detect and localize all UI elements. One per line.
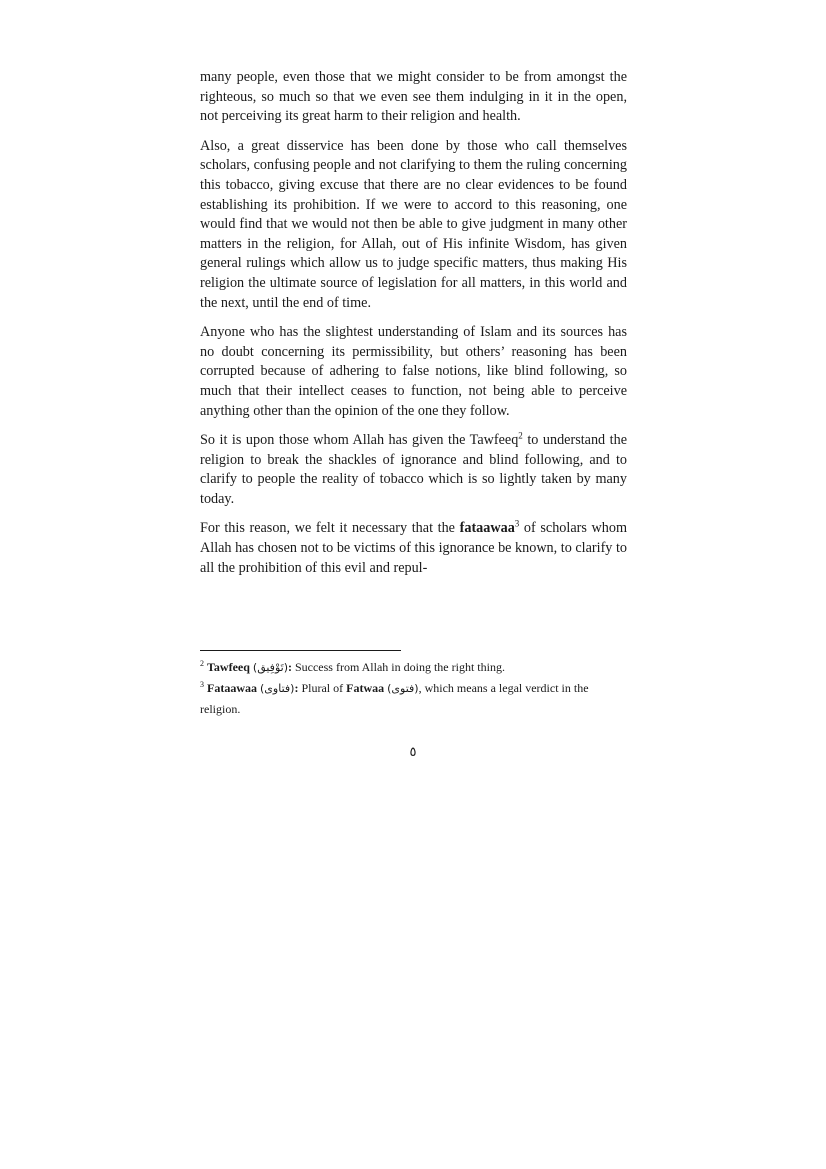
footnote-number: 3 bbox=[200, 680, 204, 689]
paragraph-5-text-a: For this reason, we felt it necessary that the bbox=[200, 520, 460, 537]
body-text bbox=[200, 68, 627, 588]
paragraph-5 bbox=[200, 519, 627, 578]
paragraph-4-text-a: So it is upon those whom Allah has given the Tawfeeq bbox=[200, 432, 519, 449]
footnote-text: Plural of bbox=[298, 681, 347, 695]
footnote-term: Tawfeeq bbox=[207, 660, 250, 674]
footnote-3 bbox=[200, 678, 627, 719]
footnote-arabic: (فتاوى) bbox=[260, 682, 295, 695]
footnote-term: Fataawaa bbox=[207, 681, 257, 695]
footnote-colon: : bbox=[287, 660, 292, 674]
paragraph-3: Anyone who has the slightest understanding of Islam and its sources has no doubt concerning its permissibility, but others’ reasoning has been corrupted because of adhering to false notions, like blind following, so much that their intellect ceases to function, not being able to perceive anything other than the opinion of the one they follow. bbox=[200, 324, 627, 419]
footnote-arabic-2: (فتوى) bbox=[387, 682, 419, 695]
footnote-number: 2 bbox=[200, 659, 204, 668]
footnote-2 bbox=[200, 657, 627, 678]
paragraph-5-text-b: of scholars whom Allah has chosen not to be victims of this ignorance be known, to clarify to all the prohibition of this evil and repul- bbox=[200, 520, 627, 576]
footnote-term-2: Fatwaa bbox=[346, 681, 385, 695]
footnote-arabic: (تَوْفِيق) bbox=[252, 661, 288, 674]
paragraph-4-text-b: to understand the religion to break the shackles of ignorance and blind following, and to clarify to people the reality of tobacco which is so lightly taken by many today. bbox=[200, 432, 628, 507]
footnote-text-2: , which means a legal verdict in the religion. bbox=[200, 681, 589, 716]
paragraph-2: Also, a great disservice has been done by those who call themselves scholars, confusing people and not clarifying to them the ruling concerning this tobacco, giving excuse that there are no clear evidences to be found establishing its prohibition. If we were to accord to this reasoning, one would find that we would not then be able to give judgment in many other matters in the religion, for Allah, out of His infinite Wisdom, has given general rulings which allow us to judge specific matters, thus making His religion the ultimate source of legislation for all matters, in this world and the next, until the end of time. bbox=[200, 137, 627, 311]
footnote-ref-2: 2 bbox=[518, 430, 523, 441]
footnote-text: Success from Allah in doing the right thing. bbox=[291, 660, 505, 674]
footnote-divider bbox=[200, 650, 401, 651]
term-fataawaa: fataawaa bbox=[459, 520, 515, 537]
footnote-ref-3: 3 bbox=[514, 518, 520, 529]
footnotes bbox=[200, 657, 627, 719]
paragraph-1: many people, even those that we might consider to be from amongst the righteous, so much so that we even see them indulging in it in the open, not perceiving its great harm to their religion and health. bbox=[200, 69, 627, 125]
footnote-colon: : bbox=[294, 681, 299, 695]
page-number: ٥ bbox=[409, 745, 417, 760]
paragraph-4 bbox=[200, 431, 627, 509]
